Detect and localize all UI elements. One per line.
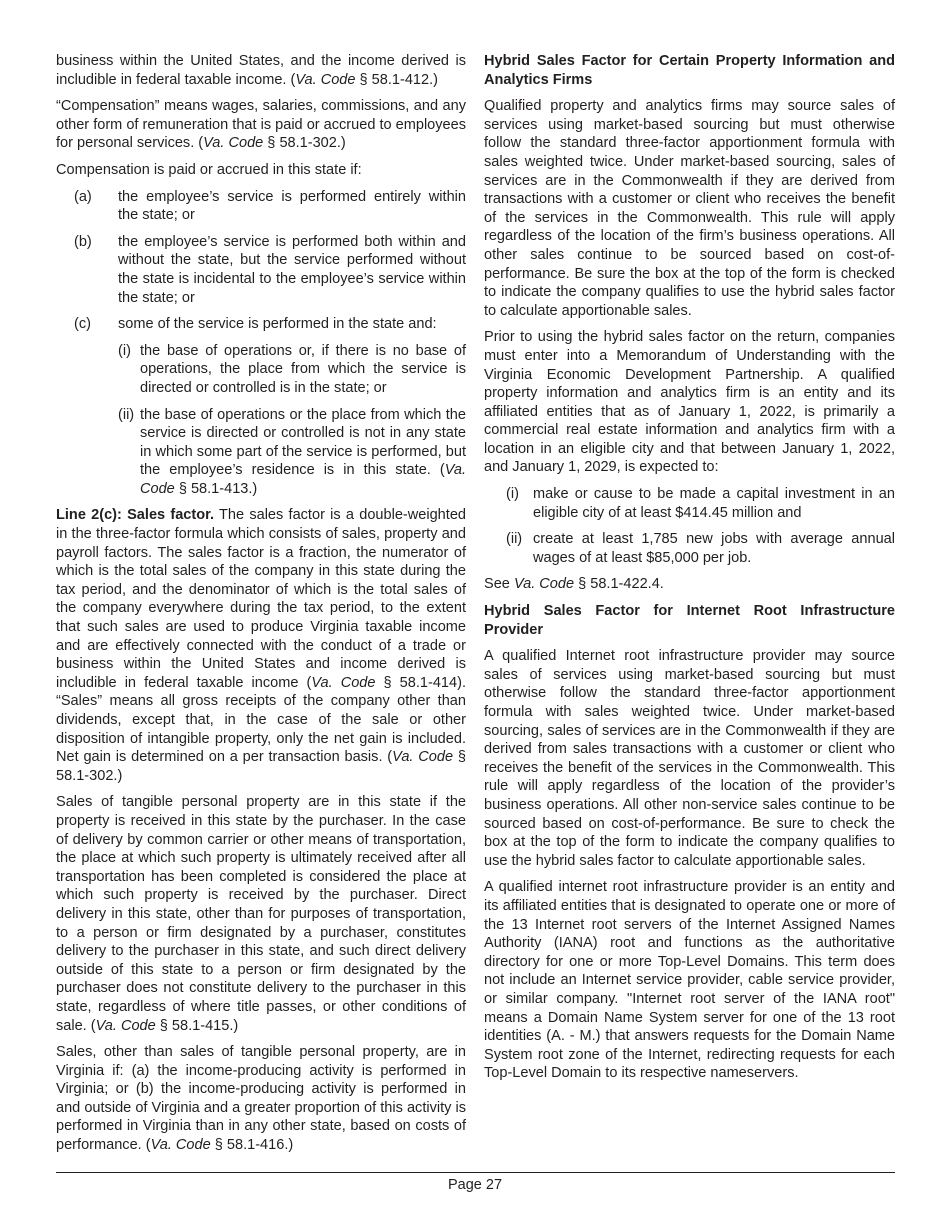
list-text: make or cause to be made a capital investment in an eligible city of at least $414.45 million and [533, 486, 895, 521]
paragraph-other-sales: Sales, other than sales of tangible personal property, are in Virginia if: (a) the income-producing activity is performed in Virginia; or (b) the income-producing activity is performed in and outside of Virginia and a greater proportion of this activity is performed in Virginia than in any other state, based on costs of performance. (Va. Code § 58.1-416.) [56, 1044, 466, 1154]
paragraph-internet-root-sourcing: A qualified Internet root infrastructure provider may source sales of services using market-based sourcing but must otherwise follow the standard three-factor apportionment formula with sales weighted twice. Under market-based sourcing, sales of services are in the Commonwealth if they are derived from sales transactions with a customer or client who receives the benefit of the services in the Commonwealth. This rule will apply regardless of the location of the provider’s business operations. All other non-service sales continue to be sourced based on cost-of-performance. Be sure to check the box at the top of the form to indicate the company qualifies to use the hybrid sales factor to calculate apportionable sales. [484, 648, 895, 869]
list-marker: (ii) [506, 531, 523, 548]
heading-internet-root: Hybrid Sales Factor for Internet Root Infrastructure Provider [484, 603, 895, 638]
paragraph-internet-root-definition: A qualified internet root infrastructure provider is an entity and its affiliated entities that is designated to operate one or more of the 13 Internet root servers of the Internet Assigned Names Authority (IANA) root and functions as the authoritative directory for one or more Top-Level Domains. This term does not include an Internet service provider, cable service provider, or similar company. "Internet root server of the IANA root" means a Domain Name System server for one of the 13 root identities (A. - M.) that answers requests for the Domain Name System root zone of the Internet, redirecting requests for each Top-Level Domain to its respective nameservers. [484, 879, 895, 1082]
list-marker: (ii) [118, 406, 135, 423]
paragraph-continuation: business within the United States, and the income derived is includible in federal taxable income. (Va. Code § 58.1-412.) [56, 53, 466, 88]
list-item-a [56, 188, 466, 225]
footer-divider [56, 1172, 895, 1173]
sublist-item-i [56, 342, 466, 398]
page-number: Page 27 [447, 1177, 503, 1193]
list-item-b [56, 233, 466, 307]
list-item-c [56, 315, 466, 334]
list-text: create at least 1,785 new jobs with average annual wages of at least $85,000 per job. [533, 531, 895, 566]
list-text: the employee’s service is performed both within and without the state, but the service performed without the state is incidental to the employee’s service within the state; or [118, 233, 466, 306]
paragraph-line-2c-sales-factor: Line 2(c): Sales factor. The sales factor is a double-weighted in the three-factor formula which consists of sales, property and payroll factors. The sales factor is a fraction, the numerator of which is the total sales of the company in this state during the tax period, and the denominator of which is the total sales of the company everywhere during the tax period, to the extent that such sales are used to produce Virginia taxable income and are effectively connected with the conduct of a trade or business within the United States and income derived is includible in federal taxable income (Va. Code § 58.1-414). “Sales” means all gross receipts of the company other than dividends, except that, in the case of the sale or other disposition of intangible property, only the net gain is included. Net gain is determined on a per transaction basis. (Va. Code § 58.1-302.) [56, 507, 466, 784]
paragraph-see-reference: See Va. Code § 58.1-422.4. [484, 576, 664, 593]
list-item-ii [484, 530, 895, 567]
list-marker: (b) [74, 233, 92, 250]
right-column [484, 52, 895, 1091]
paragraph-tangible-property: Sales of tangible personal property are in this state if the property is received in this state by the purchaser. In the case of delivery by common carrier or other means of transportation, the place at which such property is ultimately received after all transportation has been completed is considered the place at which such property is received by the purchaser. Direct delivery in this state, other than for purposes of transportation, to a person or firm designated by a purchaser, constitutes delivery to the purchaser in this state, and such direct delivery outside of this state to a person or firm designated by the purchaser does not constitute delivery to the purchaser in this state, regardless of where title passes, or other conditions of sale. (Va. Code § 58.1-415.) [56, 794, 466, 1034]
left-column [56, 52, 466, 1163]
paragraph-compensation-definition: “Compensation” means wages, salaries, commissions, and any other form of remuneration that is paid or accrued to employees for personal services. (Va. Code § 58.1-302.) [56, 98, 466, 152]
list-text: some of the service is performed in the state and: [118, 316, 437, 333]
list-marker: (c) [74, 316, 91, 333]
sublist-item-ii [56, 406, 466, 499]
list-marker: (i) [118, 342, 131, 359]
heading-property-analytics: Hybrid Sales Factor for Certain Property Information and Analytics Firms [484, 53, 895, 88]
list-item-i [484, 485, 895, 522]
paragraph-compensation-paid: Compensation is paid or accrued in this state if: [56, 161, 362, 178]
list-marker: (i) [506, 486, 519, 503]
list-text: the employee’s service is performed entirely within the state; or [118, 188, 466, 224]
paragraph-memorandum: Prior to using the hybrid sales factor on the return, companies must enter into a Memorandum of Understanding with the Virginia Economic Development Partnership. A qualified property information and analytics firm is an entity and its affiliated entities that as of January 1, 2022, is primarily a commercial real estate information and analytics firm with a location in an eligible city and that between January 1, 2022, and January 1, 2029, is expected to: [484, 329, 895, 476]
list-text: the base of operations or, if there is no base of operations, the place from which the service is directed or controlled is in the state; or [140, 342, 466, 396]
list-text: the base of operations or the place from which the service is directed or controlled is not in any state in which some part of the service is performed, but the employee’s residence is in this state. (Va. Code § 58.1-413.) [140, 406, 466, 497]
line-2c-heading: Line 2(c): Sales factor. [56, 507, 215, 524]
list-marker: (a) [74, 188, 92, 205]
paragraph-property-analytics-sourcing: Qualified property and analytics firms may source sales of services using market-based sourcing but must otherwise follow the standard three-factor apportionment formula with sales weighted twice. Under market-based sourcing, sales of services are in the Commonwealth if they are derived from transactions with a customer or client who receives the benefit of the services in the Commonwealth. This rule will apply regardless of the location of the firm’s business operations. All other sales continue to be sourced based on cost-of-performance. Be sure the box at the top of the form is checked to indicate the company qualifies to use the hybrid sales factor to calculate apportionable sales. [484, 98, 895, 319]
